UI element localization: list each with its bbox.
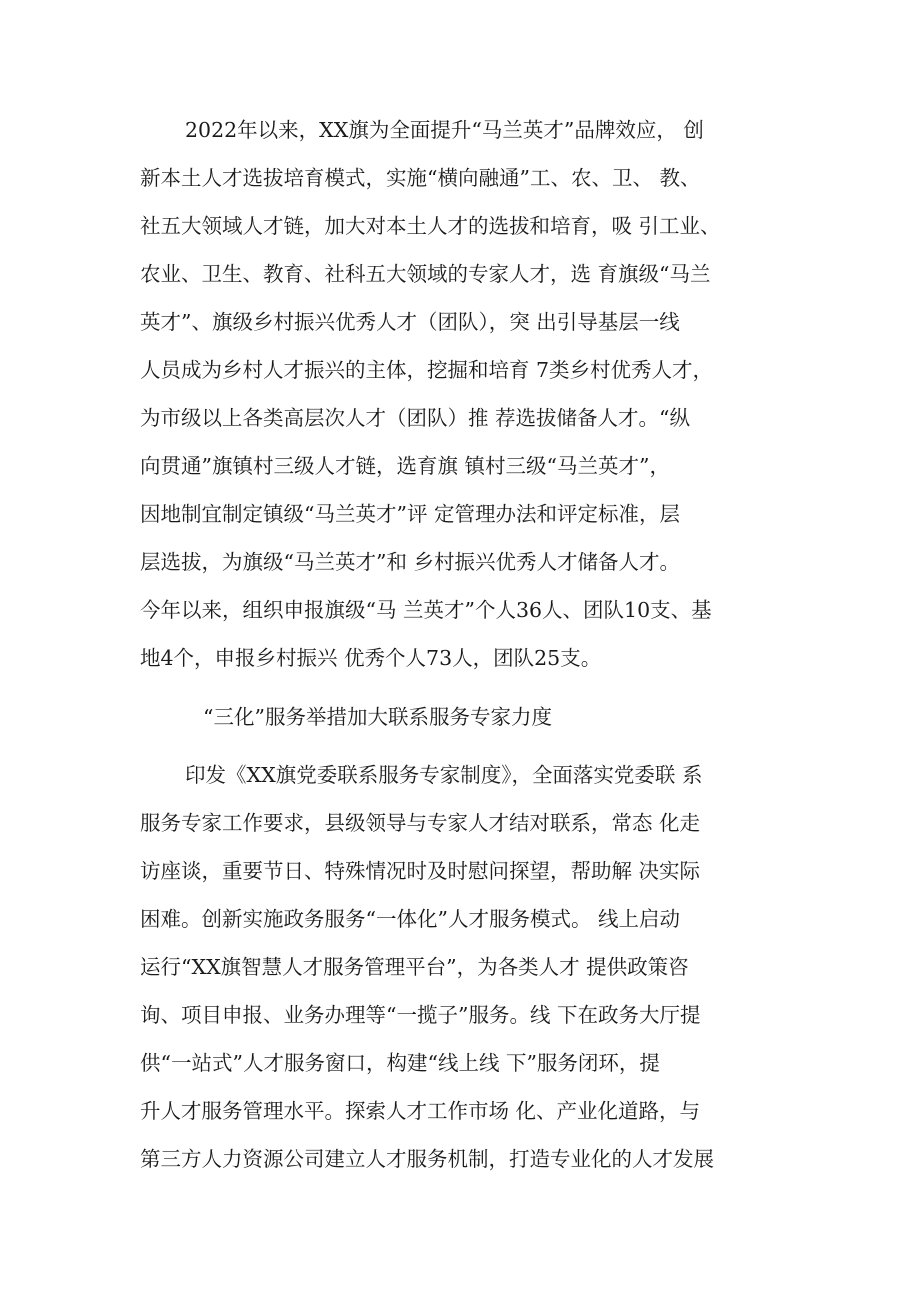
paragraph-2-line-4: 困难。创新实施政务服务“一体化”人才服务模式。 线上启动: [140, 907, 680, 931]
paragraph-2-line-2: 服务专家工作要求，县级领导与专家人才结对联系，常态 化走: [140, 811, 701, 835]
paragraph-1-line-1: 2022年以来，XX旗为全面提升“马兰英才”品牌效应， 创: [185, 118, 704, 142]
paragraph-1-line-2: 新本土人才选拔培育模式，实施“横向融通”工、农、卫、 教、: [140, 166, 701, 190]
paragraph-2-line-8: 升人才服务管理水平。探索人才工作市场 化、产业化道路，与: [140, 1099, 701, 1123]
paragraph-1-line-6: 人员成为乡村人才振兴的主体，挖掘和培育 7类乡村优秀人才，: [140, 358, 714, 382]
paragraph-2-line-3: 访座谈，重要节日、特殊情况时及时慰问探望，帮助解 决实际: [140, 859, 701, 883]
paragraph-1-line-12: 地4个，申报乡村振兴 优秀个人73人，团队25支。: [140, 646, 602, 670]
section-heading: “三化”服务举措加大联系服务专家力度: [203, 705, 552, 729]
paragraph-2-line-1: 印发《XX旗党委联系服务专家制度》，全面落实党委联 系: [185, 763, 703, 787]
paragraph-2-line-9: 第三方人力资源公司建立人才服务机制，打造专业化的人才发展: [140, 1147, 714, 1171]
paragraph-2-line-5: 运行“XX旗智慧人才服务管理平台”，为各类人才 提供政策咨: [140, 955, 689, 979]
paragraph-1-line-3: 社五大领域人才链，加大对本土人才的选拔和培育，吸 引工业、: [140, 214, 721, 238]
paragraph-1-line-4: 农业、卫生、教育、社科五大领域的专家人才，选 育旗级“马兰: [140, 262, 711, 286]
paragraph-2-line-6: 询、项目申报、业务办理等“一揽子”服务。线 下在政务大厅提: [140, 1003, 701, 1027]
paragraph-1-line-9: 因地制宜制定镇级“马兰英才”评 定管理办法和评定标准，层: [140, 502, 680, 526]
paragraph-1-line-7: 为市级以上各类高层次人才（团队）推 荐选拔储备人才。“纵: [140, 406, 690, 430]
paragraph-1-line-11: 今年以来，组织申报旗级“马 兰英才”个人36人、团队10支、基: [140, 598, 712, 622]
paragraph-2-line-7: 供“一站式”人才服务窗口，构建“线上线 下”服务闭环，提: [140, 1051, 660, 1075]
paragraph-1-line-10: 层选拔，为旗级“马兰英才”和 乡村振兴优秀人才储备人才。: [140, 550, 680, 574]
paragraph-1-line-5: 英才”、旗级乡村振兴优秀人才（团队），突 出引导基层一线: [140, 310, 680, 334]
paragraph-1-line-8: 向贯通”旗镇村三级人才链，选育旗 镇村三级“马兰英才”，: [140, 454, 670, 478]
